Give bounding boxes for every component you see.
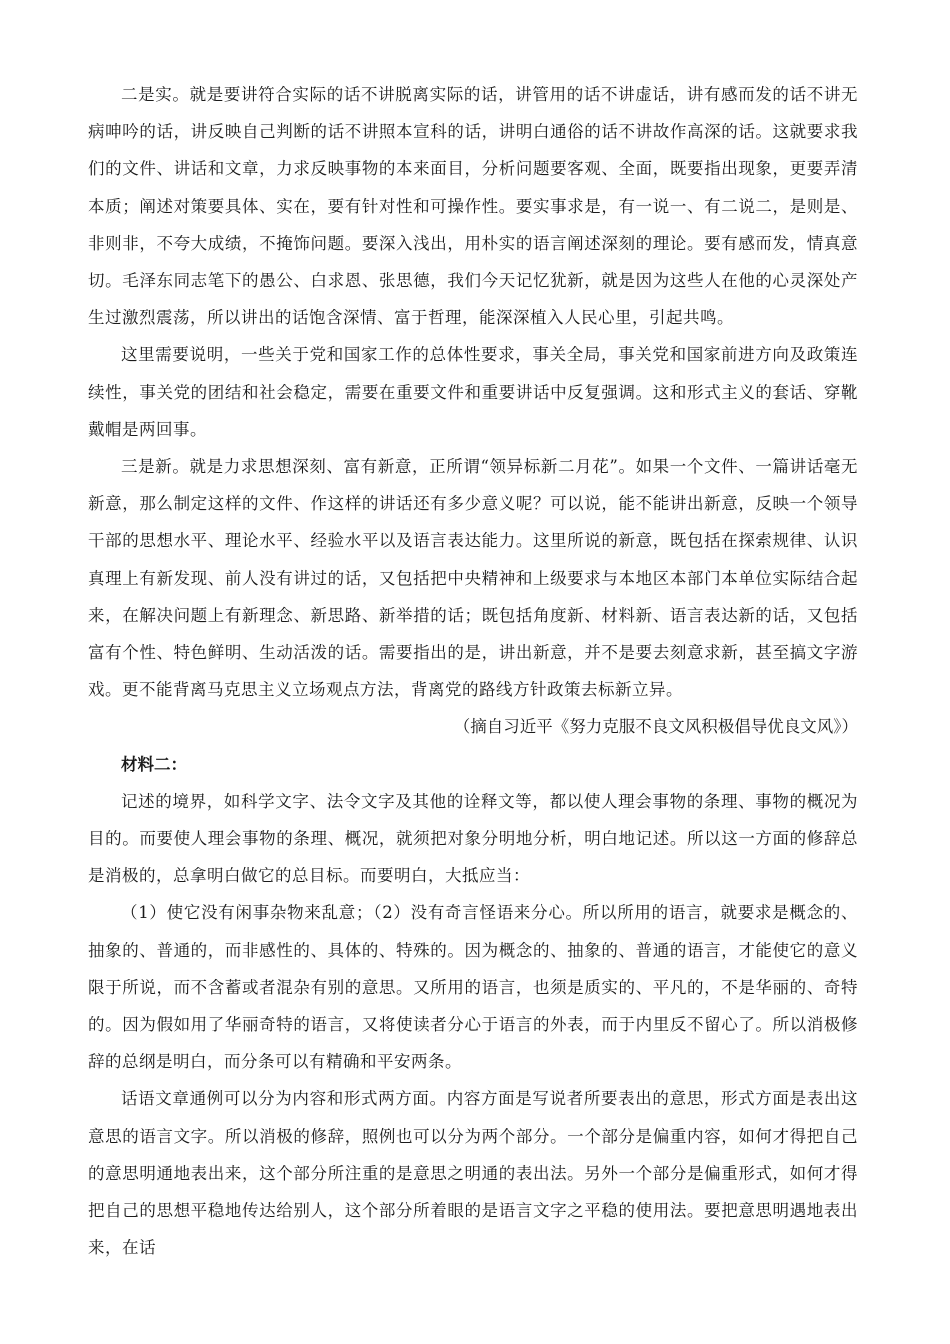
paragraph-material2-1: 记述的境界，如科学文字、法令文字及其他的诠释文等，都以使人理会事物的条理、事物的概况为目的。而要使人理会事物的条理、概况，就须把对象分明地分析，明白地记述。所以这一方面的修辞总是消极的，总拿明白做它的总目标。而要明白，大抵应当： xyxy=(88,791,858,886)
document-page xyxy=(88,76,858,1267)
material-two-heading: 材料二： xyxy=(121,754,187,774)
paragraph-note: 这里需要说明，一些关于党和国家工作的总体性要求，事关全局，事关党和国家前进方向及政策连续性，事关党的团结和社会稳定，需要在重要文件和重要讲话中反复强调。这和形式主义的套话、穿靴戴帽是两回事。 xyxy=(88,345,858,439)
paragraph-material2-2: （1）使它没有闲事杂物来乱意；（2）没有奇言怪语来分心。所以所用的语言，就要求是概念的、抽象的、普通的，而非感性的、具体的、特殊的。因为概念的、抽象的、普通的语言，才能使它的意义限于所说，而不含蓄或者混杂有别的意思。又所用的语言，也须是质实的、平凡的，不是华丽的、奇特的。因为假如用了华丽奇特的语言，又将使读者分心于语言的外表，而于内里反不留心了。所以消极修辞的总纲是明白，而分条可以有精确和平安两条。 xyxy=(88,903,858,1072)
source-citation: （摘自习近平《努力克服不良文风积极倡导优良文风》） xyxy=(453,717,858,737)
paragraph-xin: 三是新。就是力求思想深刻、富有新意，正所谓“领异标新二月花”。如果一个文件、一篇讲话毫无新意，那么制定这样的文件、作这样的讲话还有多少意义呢？可以说，能不能讲出新意，反映一个领导干部的思想水平、理论水平、经验水平以及语言表达能力。这里所说的新意，既包括在探索规律、认识真理上有新发现、前人没有讲过的话，又包括把中央精神和上级要求与本地区本部门本单位实际结合起来，在解决问题上有新理念、新思路、新举措的话；既包括角度新、材料新、语言表达新的话，又包括富有个性、特色鲜明、生动活泼的话。需要指出的是，讲出新意，并不是要去刻意求新，甚至搞文字游戏。更不能背离马克思主义立场观点方法，背离党的路线方针政策去标新立异。 xyxy=(88,457,858,700)
paragraph-material2-3: 话语文章通例可以分为内容和形式两方面。内容方面是写说者所要表出的意思，形式方面是表出这意思的语言文字。所以消极的修辞，照例也可以分为两个部分。一个部分是偏重内容，如何才得把自己的意思明通地表出来，这个部分所注重的是意思之明通的表出法。另外一个部分是偏重形式，如何才得把自己的思想平稳地传达给别人，这个部分所着眼的是语言文字之平稳的使用法。要把意思明遇地表出来，在话 xyxy=(88,1089,858,1258)
paragraph-shi: 二是实。就是要讲符合实际的话不讲脱离实际的话，讲管用的话不讲虚话，讲有感而发的话不讲无病呻吟的话，讲反映自己判断的话不讲照本宣科的话，讲明白通俗的话不讲故作高深的话。这就要求我们的文件、讲话和文章，力求反映事物的本来面目，分析问题要客观、全面，既要指出现象，更要弄清本质；阐述对策要具体、实在，要有针对性和可操作性。要实事求是，有一说一、有二说二，是则是、非则非，不夸大成绩，不掩饰问题。要深入浅出，用朴实的语言阐述深刻的理论。要有感而发，情真意切。毛泽东同志笔下的愚公、白求恩、张思德，我们今天记忆犹新，就是因为这些人在他的心灵深处产生过激烈震荡，所以讲出的话饱含深情、富于哲理，能深深植入人民心里，引起共鸣。 xyxy=(88,85,858,328)
